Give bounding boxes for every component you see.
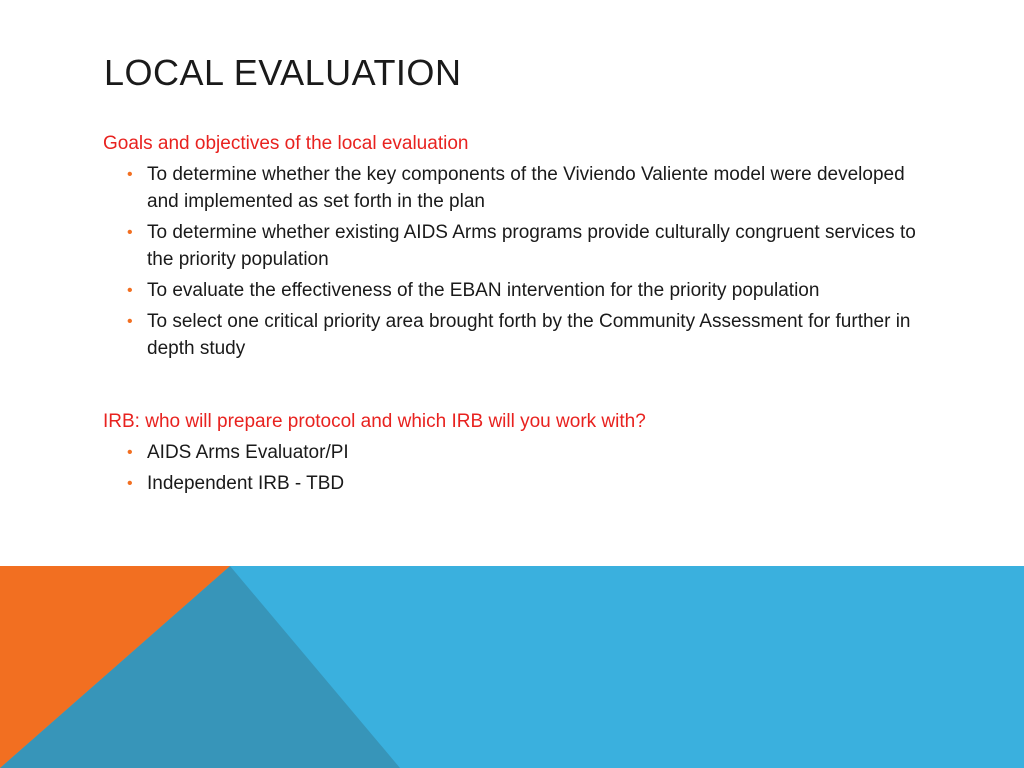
bullet-dot-icon: • [127,475,133,492]
bullet-list-goals [103,161,933,362]
bullet-item [127,308,933,362]
bullet-item [127,161,933,215]
bullet-dot-icon: • [127,313,133,330]
bullet-text: To determine whether the key components of the Viviendo Valiente model were developed and implemented as set forth in the plan [147,164,905,212]
bullet-item [127,439,933,466]
slide-content [103,130,933,501]
bullet-text: Independent IRB - TBD [147,473,345,494]
section-heading-goals: Goals and objectives of the local evaluation [103,133,469,154]
bullet-dot-icon: • [127,444,133,461]
section-irb [103,408,933,497]
bullet-text: AIDS Arms Evaluator/PI [147,442,349,463]
section-spacer [103,366,933,408]
bullet-item [127,219,933,273]
bullet-text: To evaluate the effectiveness of the EBAN intervention for the priority population [147,280,820,301]
section-goals [103,130,933,362]
bullet-text: To select one critical priority area brought forth by the Community Assessment for further in depth study [147,311,911,359]
slide-title: LOCAL EVALUATION [104,52,462,93]
bullet-dot-icon: • [127,282,133,299]
section-heading-irb: IRB: who will prepare protocol and which IRB will you work with? [103,411,646,432]
bullet-text: To determine whether existing AIDS Arms programs provide culturally congruent services to the priority population [147,222,916,270]
bullet-dot-icon: • [127,166,133,183]
bullet-dot-icon: • [127,224,133,241]
bullet-item [127,277,933,304]
bullet-list-irb [103,439,933,497]
bullet-item [127,470,933,497]
decorative-footer-band [0,566,1024,768]
